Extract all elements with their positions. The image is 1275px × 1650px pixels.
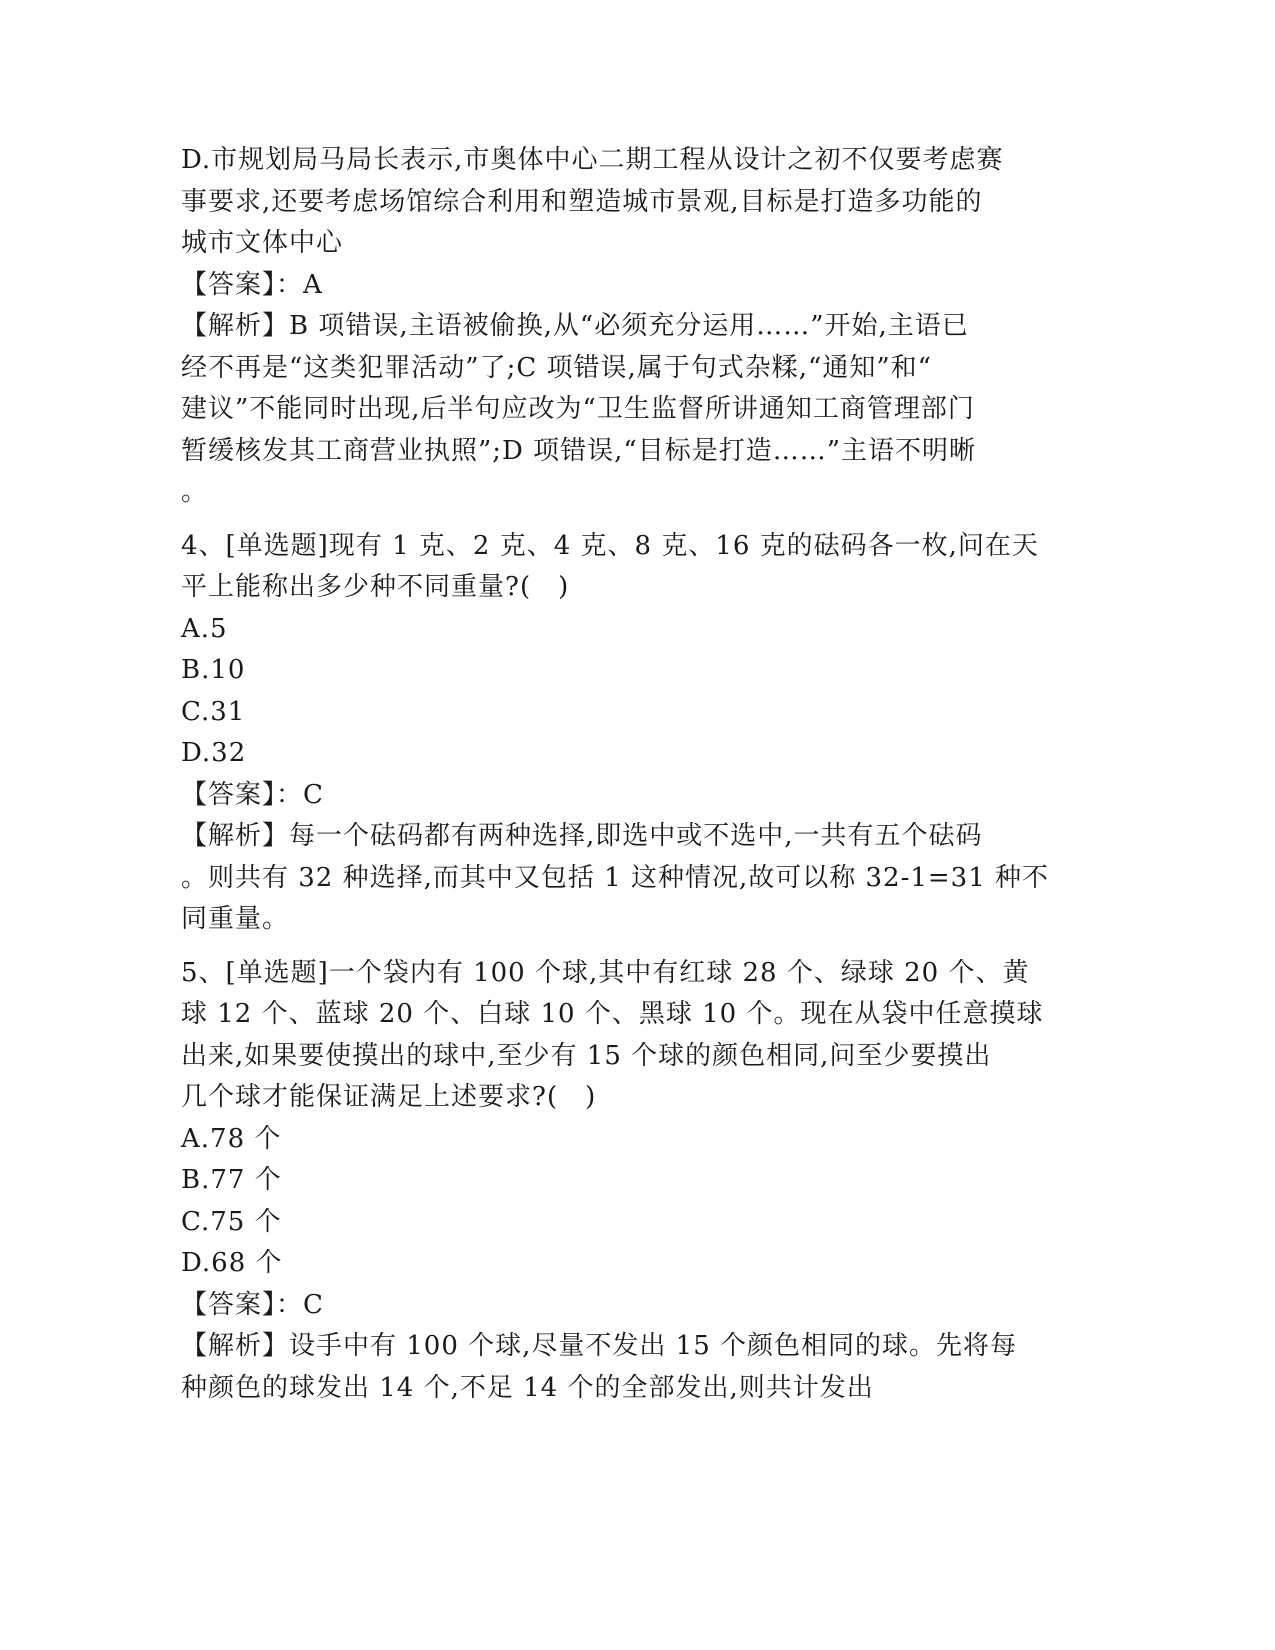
q3-option-d-line: D.市规划局马局长表示,市奥体中心二期工程从设计之初不仅要考虑赛 <box>181 145 1004 175</box>
q5-option-c: C.75 个 <box>181 1206 282 1237</box>
q4-analysis-line: 同重量。 <box>181 904 290 934</box>
q3-option-d-line: 城市文体中心 <box>181 228 344 258</box>
q4-option-b: B.10 <box>181 655 246 685</box>
q5-stem-line: 5、[单选题]一个袋内有 100 个球,其中有红球 28 个、绿球 20 个、黄 <box>181 957 1030 988</box>
q4-option-a: A.5 <box>181 613 228 644</box>
q5-option-d: D.68 个 <box>181 1248 283 1278</box>
q5-stem-line: 几个球才能保证满足上述要求?( ) <box>181 1082 597 1112</box>
q3-analysis-line: 经不再是“这类犯罪活动”了;C 项错误,属于句式杂糅,“通知”和“ <box>181 352 932 383</box>
q4-option-d: D.32 <box>181 738 247 768</box>
q3-answer: 【答案】：A <box>181 269 323 300</box>
q4-analysis-line: 。则共有 32 种选择,而其中又包括 1 这种情况,故可以称 32-1=31 种不 <box>181 862 1050 893</box>
q3-analysis-line: 【解析】B 项错误,主语被偷换,从“必须充分运用……”开始,主语已 <box>181 311 969 341</box>
q3-analysis-line: 。 <box>181 477 209 507</box>
q5-options <box>181 1119 1081 1285</box>
q5-stem-line: 球 12 个、蓝球 20 个、白球 10 个、黑球 10 个。现在从袋中任意摸球 <box>181 999 1044 1029</box>
q5-analysis-line: 种颜色的球发出 14 个,不足 14 个的全部发出,则共计发出 <box>181 1372 874 1403</box>
q4-answer: 【答案】：C <box>181 779 324 810</box>
q5-option-b: B.77 个 <box>181 1165 282 1195</box>
q4-option-c: C.31 <box>181 696 246 727</box>
q4-stem-line: 平上能称出多少种不同重量?( ) <box>181 572 570 602</box>
document-page <box>181 140 1081 1409</box>
q3-analysis <box>181 306 1081 514</box>
q4-stem-line: 4、[单选题]现有 1 克、2 克、4 克、8 克、16 克的砝码各一枚,问在天 <box>181 530 1039 561</box>
q5-stem-line: 出来,如果要使摸出的球中,至少有 15 个球的颜色相同,问至少要摸出 <box>181 1040 992 1071</box>
q3-option-d <box>181 140 1081 265</box>
q4-analysis <box>181 816 1081 941</box>
q4-analysis-line: 【解析】每一个砝码都有两种选择,即选中或不选中,一共有五个砝码 <box>181 821 983 851</box>
q3-analysis-line: 建议”不能同时出现,后半句应改为“卫生监督所讲通知工商管理部门 <box>181 394 975 424</box>
q5-stem <box>181 953 1081 1119</box>
q3-analysis-line: 暂缓核发其工商营业执照”;D 项错误,“目标是打造……”主语不明晰 <box>181 435 977 466</box>
q5-answer: 【答案】：C <box>181 1289 324 1320</box>
q5-analysis-line: 【解析】设手中有 100 个球,尽量不发出 15 个颜色相同的球。先将每 <box>181 1331 1018 1361</box>
q5-option-a: A.78 个 <box>181 1123 282 1154</box>
q4-stem <box>181 526 1081 609</box>
q3-option-d-line: 事要求,还要考虑场馆综合利用和塑造城市景观,目标是打造多功能的 <box>181 186 983 217</box>
q4-options <box>181 609 1081 775</box>
q5-analysis <box>181 1326 1081 1409</box>
